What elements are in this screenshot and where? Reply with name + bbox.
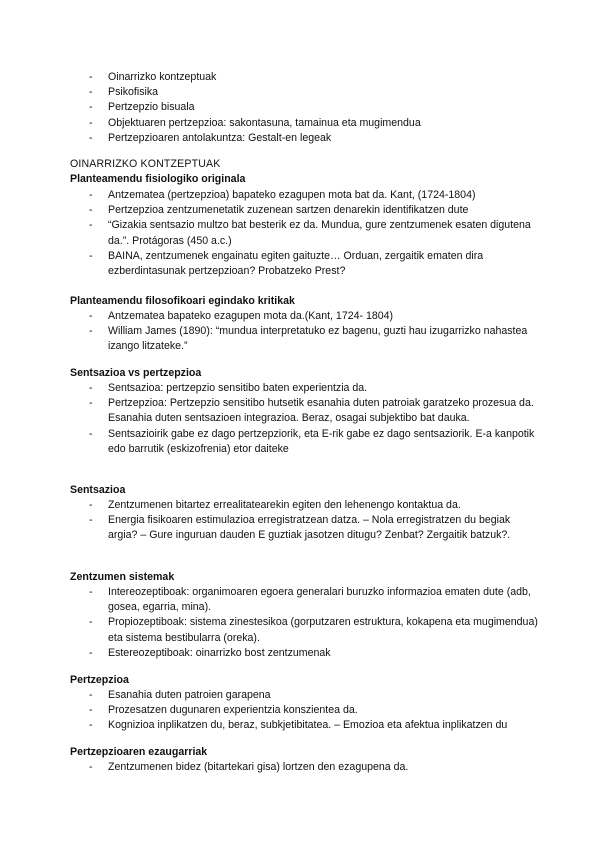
dash-bullet: - <box>89 646 93 659</box>
list-item-text: Intereozeptiboak: organimoaren egoera generalari buruzko informazioa ematen dute (adb, gosea, egarria, mina). <box>108 586 531 614</box>
list-item <box>89 324 541 354</box>
list-item <box>89 688 541 703</box>
section-heading: Planteamendu filosofikoari egindako kritikak <box>70 295 295 307</box>
list-item <box>89 309 541 324</box>
dash-bullet: - <box>89 586 93 598</box>
list-item-text: Objektuaren pertzepzioa: sakontasuna, tamainua eta mugimendua <box>108 116 421 129</box>
section-heading: Sentsazioa <box>70 484 126 496</box>
list-item <box>89 427 541 457</box>
list-item-text: Sentsazioirik gabe ez dago pertzepziorik, eta E-rik gabe ez dago sentsaziorik. E-a kanpotik edo barrutik (eskizofrenia) etor daiteke <box>108 427 535 455</box>
list-item <box>89 760 541 775</box>
section-heading: Sentsazioa vs pertzepzioa <box>70 367 202 379</box>
list-item-text: Oinarrizko kontzeptuak <box>108 71 217 83</box>
list-item-text: Psikofisika <box>108 86 159 99</box>
dash-bullet: - <box>89 616 93 629</box>
list-item-text: Pertzepzioa zentzumenetatik zuzenean sartzen denarekin identifikatzen dute <box>108 204 469 217</box>
list-item-text: Propiozeptiboak: sistema zinestesikoa (gorputzaren estruktura, kokapena eta mugimendua) eta sistema bestibularra (oreka). <box>108 616 538 644</box>
list-item-text: Antzematea (pertzepzioa) bapateko ezagupen mota bat da. Kant, (1724-1804) <box>108 189 476 201</box>
dash-bullet: - <box>89 310 93 322</box>
section-heading: Zentzumen sistemak <box>70 571 175 583</box>
list-item-text: Pertzepzioaren antolakuntza: Gestalt-en legeak <box>108 131 332 144</box>
dash-bullet: - <box>89 325 93 338</box>
list-item-text: Energia fisikoaren estimulazioa erregistratzean datza. – Nola erregistratzen du begiak argia? – Gure inguruan dauden E guztiak jasotzen ditugu? Zenbat? Zergaitik batzuk?. <box>108 514 511 542</box>
contents-list <box>89 70 569 146</box>
list-item <box>89 381 541 396</box>
list-item-text: Esanahia duten patroien garapena <box>108 689 271 701</box>
list-item-text: Pertzepzio bisuala <box>108 101 195 114</box>
list-item <box>89 498 541 513</box>
section-heading: Pertzepzioaren ezaugarriak <box>70 746 208 758</box>
list-item <box>89 249 541 279</box>
dash-bullet: - <box>89 116 93 129</box>
section-list <box>89 381 541 457</box>
list-item <box>89 70 569 85</box>
dash-bullet: - <box>89 499 93 511</box>
main-title: OINARRIZKO KONTZEPTUAK <box>70 158 221 170</box>
list-item <box>89 615 541 645</box>
dash-bullet: - <box>89 761 93 773</box>
dash-bullet: - <box>89 131 93 144</box>
dash-bullet: - <box>89 189 93 201</box>
list-item-text: Sentsazioa: pertzepzio sensitibo baten experientzia da. <box>108 382 368 394</box>
list-item-text: Pertzepzioa: Pertzepzio sensitibo hutsetik esanahia duten patroiak garatzeko prozesua da. Esanahia duten sentsazioen integrazioa. Beraz, osagai subjektibo bat dauka. <box>108 397 534 425</box>
section-list <box>89 585 541 661</box>
dash-bullet: - <box>89 86 93 99</box>
dash-bullet: - <box>89 704 93 717</box>
dash-bullet: - <box>89 382 93 394</box>
list-item <box>89 513 541 543</box>
section-list <box>89 760 541 775</box>
dash-bullet: - <box>89 397 93 410</box>
list-item <box>89 116 569 131</box>
dash-bullet: - <box>89 514 93 527</box>
list-item-text: William James (1890): “mundua interpretatuko ez bagenu, guzti hau izugarrizko nahastea izango litzateke.” <box>108 325 528 353</box>
section-heading: Planteamendu fisiologiko originala <box>70 173 246 185</box>
dash-bullet: - <box>89 249 93 262</box>
section-list <box>89 188 541 279</box>
list-item-text: Kognizioa inplikatzen du, beraz, subkjetibitatea. – Emozioa eta afektua inplikatzen du <box>108 719 508 732</box>
list-item-text: Antzematea bapateko ezagupen mota da.(Kant, 1724- 1804) <box>108 310 394 322</box>
dash-bullet: - <box>89 204 93 217</box>
dash-bullet: - <box>89 689 93 701</box>
list-item-text: Estereozeptiboak: oinarrizko bost zentzumenak <box>108 646 331 659</box>
list-item <box>89 100 569 115</box>
section-list <box>89 688 541 734</box>
dash-bullet: - <box>89 101 93 114</box>
list-item-text: BAINA, zentzumenek engainatu egiten gaituzte… Orduan, zergaitik ematen dira ezberdintasunak pertzepzioan? Probatzeko Prest? <box>108 249 484 278</box>
list-item <box>89 218 541 248</box>
section-heading: Pertzepzioa <box>70 674 129 686</box>
list-item <box>89 85 569 100</box>
dash-bullet: - <box>89 719 93 732</box>
list-item <box>89 585 541 615</box>
list-item-text: “Gizakia sentsazio multzo bat besterik ez da. Mundua, gure zentzumenek esaten digutena da.”. Protágoras (450 a.c.) <box>108 219 531 247</box>
dash-bullet: - <box>89 427 93 440</box>
list-item <box>89 396 541 426</box>
list-item-text: Zentzumenen bitartez errealitatearekin egiten den lehenengo kontaktua da. <box>108 499 461 511</box>
list-item <box>89 131 569 146</box>
section-list <box>89 309 541 355</box>
dash-bullet: - <box>89 219 93 232</box>
list-item <box>89 703 541 718</box>
list-item <box>89 646 541 661</box>
list-item <box>89 718 541 733</box>
list-item-text: Prozesatzen dugunaren experientzia konszientea da. <box>108 704 358 717</box>
dash-bullet: - <box>89 71 93 83</box>
section-list <box>89 498 541 544</box>
list-item <box>89 188 541 203</box>
list-item-text: Zentzumenen bidez (bitartekari gisa) lortzen den ezagupena da. <box>108 761 409 773</box>
list-item <box>89 203 541 218</box>
